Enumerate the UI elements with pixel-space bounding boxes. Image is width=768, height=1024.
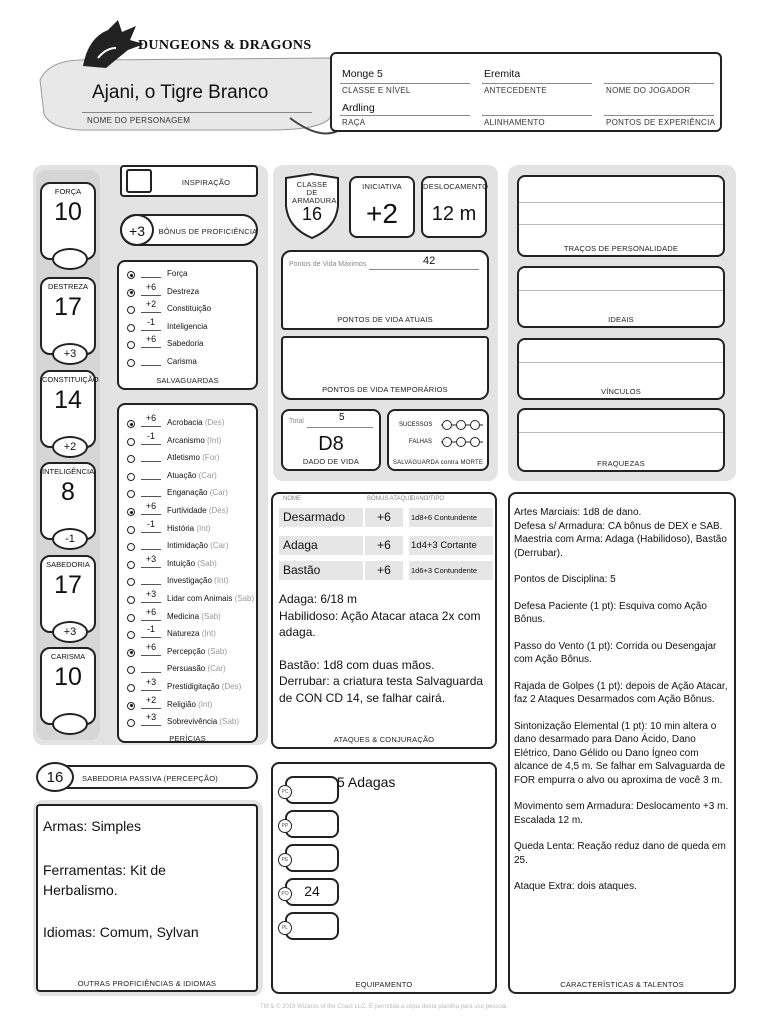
coin-value: 24 [304, 883, 320, 899]
save-value-line [141, 330, 161, 331]
race-value[interactable]: Ardling [342, 102, 375, 114]
death-saves-success-label: SUCESSOS [399, 422, 433, 428]
bonds-label: VÍNCULOS [601, 387, 641, 396]
skill-proficiency-dot[interactable] [127, 543, 135, 551]
header-info-box [330, 52, 722, 132]
feature-paragraph: Queda Lenta: Reação reduz dano de queda em 25. [514, 841, 726, 866]
attack-row-bonus[interactable]: +6 [365, 508, 403, 527]
hit-dice-label: DADO DE VIDA [302, 457, 360, 466]
xp-line [604, 115, 714, 116]
hit-dice-total-label: Total [289, 418, 304, 425]
skill-value[interactable]: +6 [145, 641, 157, 652]
skill-value-line [141, 655, 161, 656]
save-name: Força [167, 269, 188, 278]
race-label: RAÇA [342, 118, 366, 127]
features-box [508, 492, 736, 994]
attacks-note-line: Habilidoso: Ação Atacar ataca 2x com adaga. [279, 608, 481, 639]
coin-ep[interactable] [281, 844, 339, 872]
attacks-notes[interactable] [279, 591, 493, 706]
ideals-line [519, 290, 723, 291]
coin-tag: PP [278, 819, 292, 833]
coin-pp[interactable] [281, 912, 339, 940]
save-value[interactable]: +6 [145, 281, 157, 292]
skill-proficiency-dot[interactable] [127, 508, 135, 516]
xp-label: PONTOS DE EXPERIÊNCIA [606, 118, 716, 127]
inspiration-label: INSPIRAÇÃO [181, 178, 231, 187]
save-value-line [141, 295, 161, 296]
saves-title: SALVAGUARDAS [156, 376, 219, 385]
inspiration-box [120, 165, 258, 197]
feature-paragraph: Rajada de Golpes (1 pt): depois de Ação Atacar, faz 2 Ataques Desarmados com Ação Bônus. [514, 680, 728, 705]
passive-perception-label: SABEDORIA PASSIVA (PERCEPÇÃO) [82, 774, 218, 783]
feature-paragraph: Sintonização Elemental (1 pt): 10 min altera o dano desarmado para Dano Ácido, Dano Elétrico, Dano Gélido ou Dano Ígneo com alcance de 4,5 m. Se falhar em Salvaguarda de FOR empurra o alvo ou aproxima de você 3 m. [514, 720, 726, 786]
features-title: CARACTERÍSTICAS & TALENTOS [560, 980, 684, 989]
skill-name: Enganação (Car) [167, 488, 228, 498]
feature-paragraph: Artes Marciais: 1d8 de dano. Defesa s/ Armadura: CA bônus de DEX e SAB. Maestria com Arma: Adaga (Habilidoso), Bastão (Derrubar). [514, 507, 727, 559]
attack-row-bonus[interactable]: +6 [365, 536, 403, 555]
skill-value-line [141, 461, 161, 462]
save-proficiency-dot[interactable] [127, 359, 135, 367]
proficiency-box [120, 214, 258, 246]
saves-list [127, 268, 255, 378]
skill-name: Investigação (Int) [167, 576, 229, 586]
ability-str[interactable] [40, 182, 96, 260]
skill-proficiency-dot[interactable] [127, 614, 135, 622]
skill-name: Medicina (Sab) [167, 611, 221, 621]
skill-value-line [141, 514, 161, 515]
skill-proficiency-dot[interactable] [127, 719, 135, 727]
attack-row-name[interactable]: Adaga [279, 536, 363, 555]
attack-row-damage[interactable]: 1d8+6 Contundente [409, 508, 493, 527]
coin-tag: PO [278, 887, 292, 901]
skill-value[interactable]: +6 [145, 413, 157, 423]
class-level-label: CLASSE E NÍVEL [342, 86, 411, 95]
skill-value[interactable]: +3 [145, 677, 157, 687]
save-proficiency-dot[interactable] [127, 306, 135, 314]
hp-temp-label: PONTOS DE VIDA TEMPORÁRIOS [322, 385, 448, 394]
ability-score[interactable]: 17 [54, 293, 82, 321]
skill-value[interactable]: +6 [145, 606, 157, 617]
ability-modifier[interactable]: +2 [52, 436, 88, 458]
skill-proficiency-dot[interactable] [127, 420, 135, 428]
attacks-box [271, 492, 497, 749]
ability-modifier[interactable]: +3 [52, 343, 88, 365]
skill-proficiency-dot[interactable] [127, 473, 135, 481]
footer-copyright: TM & © 2019 Wizards of the Coast LLC. É permitida a cópia desta planilha para uso pessoal. [260, 1004, 508, 1010]
flaws-box[interactable] [517, 408, 725, 472]
features-text[interactable] [514, 506, 734, 894]
speed-value[interactable]: 12 m [431, 203, 477, 225]
skill-value-line [141, 672, 161, 673]
skill-proficiency-dot[interactable] [127, 666, 135, 674]
character-name-label: NOME DO PERSONAGEM [87, 116, 191, 125]
ability-score[interactable]: 10 [54, 663, 82, 691]
skill-name: Intuição (Sab) [167, 558, 217, 568]
attacks-title: ATAQUES & CONJURAÇÃO [333, 735, 435, 744]
ability-wis[interactable] [40, 555, 96, 638]
personality-box[interactable] [517, 175, 725, 257]
skill-proficiency-dot[interactable] [127, 455, 135, 463]
bonds-box[interactable] [517, 338, 725, 400]
death-saves-box [387, 409, 489, 471]
background-label: ANTECEDENTE [484, 86, 547, 95]
save-name: Carisma [167, 356, 197, 366]
background-line [482, 83, 592, 84]
initiative-box [349, 176, 415, 238]
skill-value[interactable]: -1 [146, 624, 155, 635]
ability-con[interactable] [40, 370, 99, 453]
coin-tag: PE [278, 853, 292, 867]
character-name[interactable]: Ajani, o Tigre Branco [92, 82, 269, 103]
flaws-line [519, 432, 723, 433]
save-name: Sabedoria [167, 339, 204, 348]
skill-value-line [141, 567, 161, 568]
skill-value[interactable]: -1 [146, 518, 155, 529]
proficiency-value[interactable]: +3 [120, 214, 154, 246]
hp-temp-value[interactable] [289, 344, 483, 380]
brand-logo: DUNGEONS & DRAGONS [138, 38, 312, 53]
hit-dice-total-value[interactable]: 5 [339, 412, 345, 423]
character-name-line [82, 112, 312, 113]
skill-name: Natureza (Int) [167, 629, 216, 639]
attacks-head-bonus: BÔNUS ATAQUE [367, 496, 414, 502]
skill-name: Atletismo (For) [167, 453, 220, 463]
skill-proficiency-dot[interactable] [127, 561, 135, 569]
save-value[interactable]: +2 [145, 299, 157, 309]
ability-name: DESTREZA [47, 282, 88, 291]
proficiency-label: BÔNUS DE PROFICIÊNCIA [158, 227, 258, 236]
feature-paragraph: Passo do Vento (1 pt): Corrida ou Desengajar com Ação Bônus. [514, 640, 717, 665]
ability-modifier[interactable] [52, 713, 88, 735]
skill-name: Furtividade (Des) [167, 506, 229, 515]
save-value[interactable]: -1 [146, 316, 155, 327]
coin-sp[interactable] [281, 810, 339, 838]
alignment-label: ALINHAMENTO [484, 118, 545, 127]
skill-value[interactable]: +2 [145, 694, 157, 705]
ability-int[interactable] [40, 462, 96, 545]
skill-proficiency-dot[interactable] [127, 438, 135, 446]
ability-modifier[interactable] [52, 248, 88, 270]
speed-box [421, 176, 487, 238]
attacks-note-line [279, 641, 493, 657]
skill-proficiency-dot[interactable] [127, 684, 135, 692]
background-value[interactable]: Eremita [484, 68, 521, 80]
skill-value-line [141, 496, 161, 497]
ability-name: CARISMA [50, 652, 86, 661]
coins-strip [277, 770, 341, 950]
other-prof-weapons[interactable]: Armas: Simples [43, 818, 142, 834]
skill-proficiency-dot[interactable] [127, 578, 135, 586]
attacks-head-damage: DANO/TIPO [411, 496, 445, 502]
feature-paragraph: Pontos de Disciplina: 5 [514, 574, 616, 585]
attack-row-name[interactable]: Desarmado [279, 508, 363, 527]
flaws-label: FRAQUEZAS [597, 459, 645, 468]
personality-label: TRAÇOS DE PERSONALIDADE [563, 244, 679, 253]
coin-tag: PC [278, 785, 292, 799]
hp-current-value[interactable] [289, 274, 483, 314]
ideals-box[interactable] [517, 266, 725, 328]
skill-value-line [141, 444, 161, 445]
other-prof-languages[interactable]: Idiomas: Comum, Sylvan [43, 924, 199, 940]
skill-value-line [141, 532, 161, 533]
passive-perception-box [40, 765, 258, 789]
skill-proficiency-dot[interactable] [127, 526, 135, 534]
skill-name: Acrobacia (Des) [167, 418, 225, 427]
hit-dice-box [281, 409, 381, 471]
skill-name: Percepção (Sab) [167, 646, 228, 656]
save-proficiency-dot[interactable] [127, 324, 135, 332]
skills-box [117, 403, 258, 743]
save-name: Inteligencia [167, 321, 208, 331]
class-level-value[interactable]: Monge 5 [342, 68, 383, 80]
save-value[interactable]: +6 [145, 334, 157, 344]
skill-name: Atuação (Car) [167, 470, 217, 480]
skill-value-line [141, 637, 161, 638]
player-name-label: NOME DO JOGADOR [606, 86, 691, 95]
ability-score[interactable]: 14 [54, 386, 82, 414]
hp-max-line [369, 269, 479, 270]
equipment-box [271, 762, 497, 994]
skill-value[interactable]: +6 [145, 501, 157, 511]
save-proficiency-dot[interactable] [127, 289, 135, 297]
ability-name: CONSTITUIÇÃO [42, 375, 99, 384]
save-proficiency-dot[interactable] [127, 271, 135, 279]
bonds-line [519, 362, 723, 363]
hp-current-label: PONTOS DE VIDA ATUAIS [337, 315, 433, 324]
passive-perception-value[interactable]: 16 [36, 762, 74, 792]
personality-line [519, 202, 723, 203]
skill-value-line [141, 690, 161, 691]
player-name-line [604, 83, 714, 84]
ideals-label: IDEAIS [608, 315, 634, 324]
saving-throws-box [117, 260, 258, 390]
death-saves-circles[interactable] [439, 418, 485, 454]
skill-name: Arcanismo (Int) [167, 435, 222, 445]
ability-name: INTELIGÊNCIA [42, 467, 95, 476]
other-prof-title: OUTRAS PROFICIÊNCIAS & IDIOMAS [77, 979, 217, 988]
skill-name: Lidar com Animais (Sab) [167, 594, 255, 603]
attack-row-bonus[interactable]: +6 [365, 561, 403, 580]
hit-dice-value[interactable]: D8 [318, 433, 344, 455]
save-value-line [141, 347, 161, 348]
ability-score[interactable]: 17 [54, 571, 82, 599]
ability-cha[interactable] [40, 647, 96, 725]
inspiration-value-box[interactable] [126, 169, 152, 193]
class-level-line [340, 83, 470, 84]
ability-modifier[interactable]: +3 [52, 621, 88, 643]
skill-value[interactable]: -1 [146, 430, 155, 441]
armor-class-value[interactable]: 16 [301, 204, 323, 224]
initiative-value[interactable]: +2 [366, 198, 398, 229]
ability-dex[interactable] [40, 277, 96, 360]
skill-name: História (Int) [167, 523, 211, 533]
skill-value[interactable]: +3 [145, 589, 157, 599]
initiative-label: INICIATIVA [362, 182, 402, 191]
equipment-text[interactable]: 5 Adagas [337, 774, 396, 790]
attacks-note-line: Adaga: 6/18 m [279, 592, 358, 606]
death-saves-fail-label: FALHAS [409, 439, 433, 445]
other-prof-box [36, 804, 258, 992]
hit-dice-total-line [307, 427, 373, 428]
attacks-note-line: Derrubar: a criatura testa Salvaguarda de CON CD 14, se falhar cairá. [279, 674, 484, 705]
skills-title: PERÍCIAS [169, 734, 206, 743]
armor-class[interactable] [282, 172, 342, 242]
alignment-line [482, 115, 592, 116]
hp-current-box [281, 250, 489, 330]
skill-value-line [141, 725, 161, 726]
hp-temp-box [281, 336, 489, 400]
skill-value-line [141, 549, 161, 550]
skills-list [127, 413, 255, 727]
hp-max-value[interactable]: 42 [423, 255, 436, 267]
armor-class-label: CLASSE DE ARMADURA [292, 180, 337, 205]
save-value-line [141, 277, 161, 278]
skill-name: Intimidação (Car) [167, 541, 229, 551]
ability-score[interactable]: 8 [61, 478, 75, 506]
attacks-head-name: NOME [283, 496, 301, 502]
death-saves-label: SALVAGUARDA contra MORTE [392, 460, 484, 466]
speed-label: DESLOCAMENTO [423, 182, 489, 191]
skill-value[interactable]: +3 [145, 712, 157, 723]
skill-value-line [141, 620, 161, 621]
save-proficiency-dot[interactable] [127, 341, 135, 349]
skill-proficiency-dot[interactable] [127, 596, 135, 604]
save-value-line [141, 312, 161, 313]
feature-paragraph: Defesa Paciente (1 pt): Esquiva como Ação Bônus. [514, 600, 707, 625]
ability-name: FORÇA [54, 187, 82, 196]
coin-tag: PL [278, 921, 292, 935]
attack-row-damage[interactable]: 1d6+3 Contundente [409, 561, 493, 580]
ability-modifier[interactable]: -1 [52, 528, 88, 550]
skill-proficiency-dot[interactable] [127, 649, 135, 657]
skill-value-line [141, 584, 161, 585]
skill-name: Persuasão (Car) [167, 664, 226, 674]
skill-value-line [141, 602, 161, 603]
skill-name: Religião (Int) [167, 699, 213, 709]
skill-value-line [141, 708, 161, 709]
skill-proficiency-dot[interactable] [127, 490, 135, 498]
ability-name: SABEDORIA [46, 560, 90, 569]
save-name: Constituição [167, 304, 212, 313]
feature-paragraph: Movimento sem Armadura: Deslocamento +3 m. Escalada 12 m. [514, 801, 729, 826]
save-value-line [141, 365, 161, 366]
skill-proficiency-dot[interactable] [127, 631, 135, 639]
equipment-title: EQUIPAMENTO [355, 980, 413, 989]
skill-name: Prestidigitação (Des) [167, 682, 242, 691]
skill-value-line [141, 479, 161, 480]
attack-row-name[interactable]: Bastão [279, 561, 363, 580]
coin-gp[interactable] [281, 878, 339, 906]
coin-cp[interactable] [281, 776, 339, 804]
feature-paragraph: Ataque Extra: dois ataques. [514, 881, 637, 892]
personality-line [519, 224, 723, 225]
skill-name: Sobrevivência (Sab) [167, 717, 240, 727]
attack-row-damage[interactable]: 1d4+3 Cortante [409, 536, 493, 555]
attacks-note-line: Bastão: 1d8 com duas mãos. [279, 657, 435, 672]
skill-proficiency-dot[interactable] [127, 702, 135, 710]
save-name: Destreza [167, 286, 200, 296]
skill-value-line [141, 426, 161, 427]
hp-max-label: Pontos de Vida Máximos [289, 261, 367, 268]
race-line [340, 115, 470, 116]
other-prof-tools[interactable]: Ferramentas: Kit de Herbalismo. [43, 862, 166, 898]
ability-score[interactable]: 10 [54, 198, 82, 226]
skill-value[interactable]: +3 [145, 553, 157, 564]
